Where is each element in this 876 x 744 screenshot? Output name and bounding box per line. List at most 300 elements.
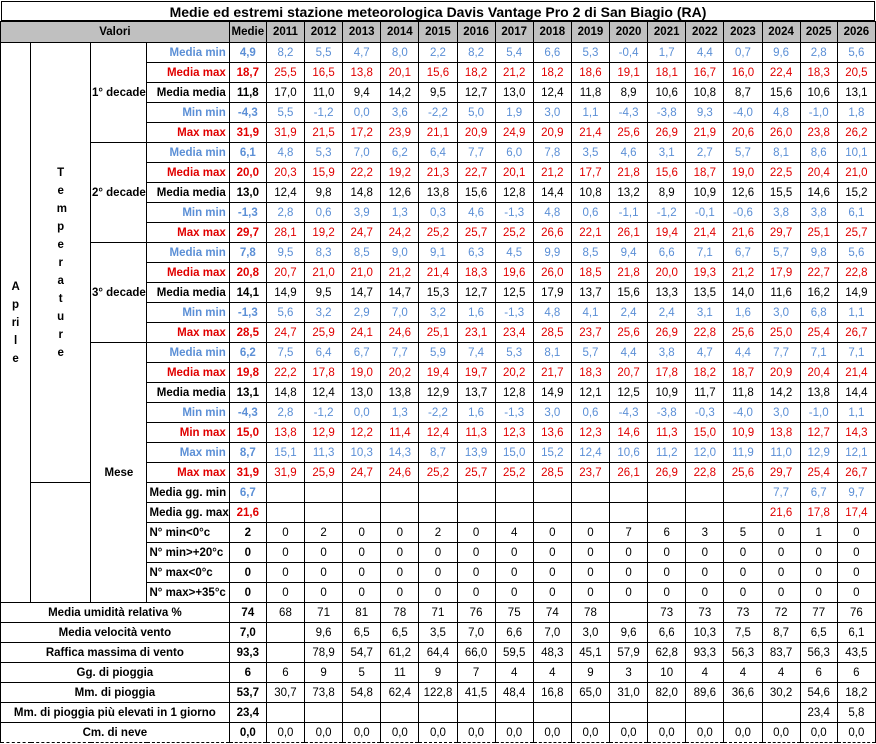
row-label: Media max bbox=[147, 163, 229, 183]
value-cell: 3 bbox=[610, 663, 648, 683]
value-cell: 8,7 bbox=[419, 443, 457, 463]
value-cell: 20,3 bbox=[266, 163, 304, 183]
row-label: Media gg. min bbox=[147, 483, 229, 503]
header-valori: Valori bbox=[1, 22, 230, 43]
row-label: Media max bbox=[147, 63, 229, 83]
row-label: Mm. di pioggia bbox=[1, 683, 230, 703]
value-cell: 21,2 bbox=[724, 263, 762, 283]
value-cell: 10,9 bbox=[724, 423, 762, 443]
value-cell: 12,9 bbox=[800, 443, 837, 463]
value-cell: 13,1 bbox=[837, 83, 875, 103]
value-cell: 8,7 bbox=[762, 623, 800, 643]
value-cell: 11,3 bbox=[305, 443, 343, 463]
row-label: Min min bbox=[147, 103, 229, 123]
value-cell: 1,6 bbox=[457, 403, 495, 423]
value-cell: 13,2 bbox=[610, 183, 648, 203]
value-cell: 7,5 bbox=[266, 343, 304, 363]
value-cell bbox=[381, 503, 419, 523]
value-cell: 13,8 bbox=[762, 423, 800, 443]
value-cell: 22,1 bbox=[571, 223, 609, 243]
value-cell: 6 bbox=[266, 663, 304, 683]
value-cell: 0 bbox=[343, 563, 381, 583]
medie-cell: -4,3 bbox=[229, 103, 266, 123]
value-cell: 30,7 bbox=[266, 683, 304, 703]
value-cell: 21,9 bbox=[686, 123, 724, 143]
value-cell: 9,5 bbox=[419, 83, 457, 103]
value-cell: 20,1 bbox=[495, 163, 533, 183]
value-cell: 12,1 bbox=[837, 443, 875, 463]
value-cell: 14,8 bbox=[266, 383, 304, 403]
value-cell: 24,7 bbox=[343, 463, 381, 483]
value-cell: 12,3 bbox=[571, 423, 609, 443]
table-row bbox=[1, 143, 876, 163]
value-cell: 21,8 bbox=[610, 163, 648, 183]
value-cell: 77 bbox=[800, 603, 837, 623]
value-cell: 11,2 bbox=[648, 443, 686, 463]
row-label: N° min<0°c bbox=[147, 523, 229, 543]
value-cell: 21,6 bbox=[724, 223, 762, 243]
value-cell: -0,3 bbox=[686, 403, 724, 423]
value-cell: 0 bbox=[762, 583, 800, 603]
value-cell: 3,5 bbox=[571, 143, 609, 163]
value-cell: 26,7 bbox=[837, 463, 875, 483]
value-cell: 3,8 bbox=[800, 203, 837, 223]
header-year: 2016 bbox=[457, 22, 495, 43]
value-cell bbox=[266, 643, 304, 663]
value-cell: -1,2 bbox=[648, 203, 686, 223]
value-cell: 4,8 bbox=[762, 103, 800, 123]
value-cell: 12,2 bbox=[343, 423, 381, 443]
value-cell: 6,7 bbox=[343, 343, 381, 363]
value-cell: 3,2 bbox=[419, 303, 457, 323]
value-cell: 11,8 bbox=[724, 383, 762, 403]
value-cell: 2 bbox=[305, 523, 343, 543]
value-cell: 4 bbox=[533, 663, 571, 683]
medie-cell: -1,3 bbox=[229, 303, 266, 323]
value-cell: 8,9 bbox=[648, 183, 686, 203]
value-cell: -2,2 bbox=[419, 103, 457, 123]
medie-cell: 18,7 bbox=[229, 63, 266, 83]
value-cell: 7,7 bbox=[762, 343, 800, 363]
value-cell: 59,5 bbox=[495, 643, 533, 663]
value-cell: 21,0 bbox=[305, 263, 343, 283]
value-cell: 7,1 bbox=[686, 243, 724, 263]
row-label: Media min bbox=[147, 43, 229, 63]
value-cell bbox=[610, 503, 648, 523]
value-cell bbox=[610, 483, 648, 503]
value-cell: 5,3 bbox=[305, 143, 343, 163]
value-cell: 13,8 bbox=[343, 63, 381, 83]
value-cell: 14,4 bbox=[837, 383, 875, 403]
value-cell: 26,6 bbox=[533, 223, 571, 243]
value-cell: -4,3 bbox=[610, 103, 648, 123]
value-cell: 0 bbox=[266, 523, 304, 543]
value-cell: 28,1 bbox=[266, 223, 304, 243]
row-label: Media min bbox=[147, 143, 229, 163]
value-cell bbox=[495, 483, 533, 503]
value-cell: 16,0 bbox=[724, 63, 762, 83]
value-cell: 0 bbox=[343, 543, 381, 563]
value-cell: 18,7 bbox=[724, 363, 762, 383]
value-cell: 18,1 bbox=[648, 63, 686, 83]
value-cell: 19,1 bbox=[610, 63, 648, 83]
value-cell: 12,4 bbox=[305, 383, 343, 403]
value-cell: 6,4 bbox=[419, 143, 457, 163]
value-cell: 78 bbox=[381, 603, 419, 623]
value-cell: 65,0 bbox=[571, 683, 609, 703]
value-cell: 4,6 bbox=[610, 143, 648, 163]
value-cell: 0,6 bbox=[571, 403, 609, 423]
value-cell: 11,3 bbox=[457, 423, 495, 443]
value-cell: 25,0 bbox=[762, 323, 800, 343]
row-label: Max max bbox=[147, 123, 229, 143]
value-cell: 73,8 bbox=[305, 683, 343, 703]
medie-cell: 6,1 bbox=[229, 143, 266, 163]
value-cell: 14,0 bbox=[724, 283, 762, 303]
value-cell: 17,8 bbox=[305, 363, 343, 383]
value-cell: 0 bbox=[571, 523, 609, 543]
value-cell: 6,6 bbox=[533, 43, 571, 63]
value-cell: 12,4 bbox=[266, 183, 304, 203]
value-cell: 3,1 bbox=[648, 143, 686, 163]
value-cell: 12,7 bbox=[457, 283, 495, 303]
value-cell: 76 bbox=[837, 603, 875, 623]
value-cell: 6 bbox=[800, 663, 837, 683]
value-cell: 9,6 bbox=[305, 623, 343, 643]
value-cell: 8,1 bbox=[762, 143, 800, 163]
value-cell: 72 bbox=[762, 603, 800, 623]
value-cell: 14,7 bbox=[343, 283, 381, 303]
value-cell: 1,9 bbox=[495, 103, 533, 123]
value-cell: 20,9 bbox=[533, 123, 571, 143]
value-cell: -2,2 bbox=[419, 403, 457, 423]
value-cell: 0 bbox=[762, 543, 800, 563]
medie-cell: 4,9 bbox=[229, 43, 266, 63]
value-cell: -1,2 bbox=[305, 403, 343, 423]
value-cell: -1,0 bbox=[800, 403, 837, 423]
value-cell: 0 bbox=[457, 563, 495, 583]
section-label: 3° decade bbox=[91, 243, 147, 343]
value-cell: 7,7 bbox=[457, 143, 495, 163]
value-cell: 4,4 bbox=[686, 43, 724, 63]
row-label: Media media bbox=[147, 183, 229, 203]
medie-cell: 8,7 bbox=[229, 443, 266, 463]
value-cell: 0 bbox=[610, 543, 648, 563]
value-cell: 0,0 bbox=[533, 723, 571, 743]
value-cell: -0,1 bbox=[686, 203, 724, 223]
value-cell: -3,8 bbox=[648, 103, 686, 123]
value-cell: 5,5 bbox=[266, 103, 304, 123]
value-cell: 10,3 bbox=[686, 623, 724, 643]
value-cell: 12,8 bbox=[495, 383, 533, 403]
header-year: 2013 bbox=[343, 22, 381, 43]
value-cell: 6,5 bbox=[343, 623, 381, 643]
value-cell: 0,0 bbox=[343, 403, 381, 423]
value-cell: 2,9 bbox=[343, 303, 381, 323]
value-cell: 25,6 bbox=[724, 323, 762, 343]
value-cell: 18,2 bbox=[686, 363, 724, 383]
value-cell: 54,6 bbox=[800, 683, 837, 703]
value-cell: 13,5 bbox=[686, 283, 724, 303]
value-cell: 71 bbox=[419, 603, 457, 623]
value-cell: 0 bbox=[686, 563, 724, 583]
value-cell: 26,9 bbox=[648, 123, 686, 143]
value-cell: 3,8 bbox=[648, 343, 686, 363]
value-cell: 12,4 bbox=[533, 83, 571, 103]
value-cell: 12,6 bbox=[724, 183, 762, 203]
value-cell: 18,3 bbox=[457, 263, 495, 283]
value-cell: 25,1 bbox=[419, 323, 457, 343]
row-label: Min min bbox=[147, 403, 229, 423]
value-cell: -0,4 bbox=[610, 43, 648, 63]
medie-cell: -1,3 bbox=[229, 203, 266, 223]
value-cell bbox=[533, 703, 571, 723]
value-cell: 0,0 bbox=[724, 723, 762, 743]
value-cell: 19,2 bbox=[381, 163, 419, 183]
value-cell: 7,0 bbox=[343, 143, 381, 163]
value-cell: 18,2 bbox=[837, 683, 875, 703]
table-row bbox=[1, 703, 876, 723]
value-cell: 17,4 bbox=[837, 503, 875, 523]
header-year: 2022 bbox=[686, 22, 724, 43]
value-cell: 5,8 bbox=[837, 703, 875, 723]
value-cell: 0 bbox=[305, 543, 343, 563]
value-cell: 6,5 bbox=[381, 623, 419, 643]
value-cell: 20,2 bbox=[381, 363, 419, 383]
table-row bbox=[1, 343, 876, 363]
row-label: Mm. di pioggia più elevati in 1 giorno bbox=[1, 703, 230, 723]
value-cell: 21,4 bbox=[686, 223, 724, 243]
value-cell bbox=[457, 703, 495, 723]
value-cell: 25,7 bbox=[457, 463, 495, 483]
value-cell: 36,6 bbox=[724, 683, 762, 703]
medie-cell: 20,8 bbox=[229, 263, 266, 283]
medie-cell: 11,8 bbox=[229, 83, 266, 103]
value-cell: 21,8 bbox=[610, 263, 648, 283]
value-cell: 9,4 bbox=[610, 243, 648, 263]
value-cell: 10,9 bbox=[686, 183, 724, 203]
value-cell: 22,7 bbox=[457, 163, 495, 183]
value-cell: 5,6 bbox=[837, 43, 875, 63]
value-cell: 6,2 bbox=[381, 143, 419, 163]
value-cell: 5 bbox=[343, 663, 381, 683]
value-cell: 8,2 bbox=[457, 43, 495, 63]
weather-table bbox=[0, 21, 876, 743]
value-cell: 0,0 bbox=[800, 723, 837, 743]
value-cell bbox=[610, 603, 648, 623]
value-cell: 25,2 bbox=[419, 463, 457, 483]
group-label-text: Temperature bbox=[56, 166, 67, 359]
value-cell: 26,1 bbox=[610, 223, 648, 243]
value-cell: 4 bbox=[686, 663, 724, 683]
value-cell: 0,0 bbox=[419, 723, 457, 743]
medie-cell: 0 bbox=[229, 583, 266, 603]
header-year: 2023 bbox=[724, 22, 762, 43]
value-cell: 0 bbox=[762, 523, 800, 543]
value-cell: 62,8 bbox=[648, 643, 686, 663]
row-label: Media media bbox=[147, 383, 229, 403]
value-cell: 15,6 bbox=[648, 163, 686, 183]
value-cell bbox=[381, 703, 419, 723]
value-cell bbox=[495, 703, 533, 723]
value-cell: 20,9 bbox=[457, 123, 495, 143]
value-cell: 20,1 bbox=[381, 63, 419, 83]
value-cell: 23,4 bbox=[800, 703, 837, 723]
value-cell: -4,0 bbox=[724, 403, 762, 423]
value-cell: 2,8 bbox=[266, 403, 304, 423]
row-label: Media media bbox=[147, 83, 229, 103]
value-cell: 3,5 bbox=[419, 623, 457, 643]
value-cell: 4 bbox=[495, 663, 533, 683]
row-label: N° min>+20°c bbox=[147, 543, 229, 563]
medie-cell: 7,8 bbox=[229, 243, 266, 263]
value-cell: 7,0 bbox=[457, 623, 495, 643]
header-year: 2024 bbox=[762, 22, 800, 43]
value-cell: 0 bbox=[686, 583, 724, 603]
value-cell: 26,9 bbox=[648, 463, 686, 483]
value-cell: 20,4 bbox=[800, 163, 837, 183]
value-cell: 29,7 bbox=[762, 223, 800, 243]
value-cell: 6 bbox=[837, 663, 875, 683]
value-cell: 16,5 bbox=[305, 63, 343, 83]
value-cell: 8,7 bbox=[724, 83, 762, 103]
value-cell bbox=[533, 503, 571, 523]
value-cell bbox=[419, 483, 457, 503]
value-cell: 0 bbox=[457, 543, 495, 563]
value-cell: 21,4 bbox=[837, 363, 875, 383]
value-cell bbox=[571, 483, 609, 503]
row-label: Raffica massima di vento bbox=[1, 643, 230, 663]
value-cell: 13,8 bbox=[800, 383, 837, 403]
value-cell: 11,6 bbox=[762, 283, 800, 303]
value-cell: 15,6 bbox=[419, 63, 457, 83]
medie-cell: 13,1 bbox=[229, 383, 266, 403]
value-cell: 8,5 bbox=[571, 243, 609, 263]
value-cell bbox=[343, 503, 381, 523]
value-cell: 25,6 bbox=[610, 323, 648, 343]
value-cell: 9,0 bbox=[381, 243, 419, 263]
value-cell: 0 bbox=[495, 583, 533, 603]
section-label: Mese bbox=[91, 343, 147, 603]
value-cell: 5,3 bbox=[495, 343, 533, 363]
value-cell: 5,7 bbox=[762, 243, 800, 263]
header-year: 2017 bbox=[495, 22, 533, 43]
value-cell: 0 bbox=[266, 583, 304, 603]
value-cell bbox=[266, 623, 304, 643]
value-cell: 30,2 bbox=[762, 683, 800, 703]
medie-cell: 6,2 bbox=[229, 343, 266, 363]
value-cell: 21,7 bbox=[533, 363, 571, 383]
value-cell: 2,8 bbox=[800, 43, 837, 63]
value-cell: 25,9 bbox=[305, 323, 343, 343]
value-cell: 21,4 bbox=[419, 263, 457, 283]
value-cell: 18,3 bbox=[571, 363, 609, 383]
section-label: 2° decade bbox=[91, 143, 147, 243]
value-cell: 15,0 bbox=[495, 443, 533, 463]
header-year: 2025 bbox=[800, 22, 837, 43]
value-cell: 25,2 bbox=[495, 463, 533, 483]
row-label: Min min bbox=[147, 303, 229, 323]
value-cell: 5,5 bbox=[305, 43, 343, 63]
value-cell: 8,2 bbox=[266, 43, 304, 63]
header-year: 2011 bbox=[266, 22, 304, 43]
value-cell: 6,7 bbox=[800, 483, 837, 503]
value-cell: 12,9 bbox=[419, 383, 457, 403]
row-label: Cm. di neve bbox=[1, 723, 230, 743]
value-cell: 16,7 bbox=[686, 63, 724, 83]
value-cell: 9,5 bbox=[305, 283, 343, 303]
value-cell: 0 bbox=[571, 563, 609, 583]
value-cell: 4 bbox=[724, 663, 762, 683]
medie-cell: 6 bbox=[229, 663, 266, 683]
value-cell: -1,2 bbox=[305, 103, 343, 123]
row-label: N° max<0°c bbox=[147, 563, 229, 583]
value-cell: 0,0 bbox=[495, 723, 533, 743]
row-label: Media velocità vento bbox=[1, 623, 230, 643]
value-cell: 0 bbox=[571, 543, 609, 563]
value-cell: 19,6 bbox=[495, 263, 533, 283]
value-cell: 28,5 bbox=[533, 323, 571, 343]
value-cell: 9,8 bbox=[305, 183, 343, 203]
value-cell: 76 bbox=[457, 603, 495, 623]
value-cell bbox=[571, 703, 609, 723]
medie-cell: 29,7 bbox=[229, 223, 266, 243]
medie-cell: 19,8 bbox=[229, 363, 266, 383]
value-cell: 20,0 bbox=[648, 263, 686, 283]
row-label: Max min bbox=[147, 443, 229, 463]
header-year: 2021 bbox=[648, 22, 686, 43]
value-cell: 10,1 bbox=[837, 143, 875, 163]
value-cell: 21,1 bbox=[419, 123, 457, 143]
value-cell bbox=[305, 503, 343, 523]
value-cell: 14,9 bbox=[533, 383, 571, 403]
value-cell: 17,9 bbox=[762, 263, 800, 283]
table-row bbox=[1, 623, 876, 643]
value-cell: 25,6 bbox=[610, 123, 648, 143]
value-cell: 26,9 bbox=[648, 323, 686, 343]
value-cell: 12,3 bbox=[495, 423, 533, 443]
value-cell: 1,8 bbox=[837, 103, 875, 123]
value-cell: 8,1 bbox=[533, 343, 571, 363]
value-cell: 23,8 bbox=[800, 123, 837, 143]
value-cell: 20,6 bbox=[724, 123, 762, 143]
value-cell: 9,5 bbox=[266, 243, 304, 263]
header-medie: Medie bbox=[229, 22, 266, 43]
value-cell: 20,7 bbox=[610, 363, 648, 383]
value-cell: 8,9 bbox=[610, 83, 648, 103]
value-cell: 15,6 bbox=[457, 183, 495, 203]
value-cell: 9,8 bbox=[800, 243, 837, 263]
value-cell: 13,7 bbox=[457, 383, 495, 403]
value-cell: 0 bbox=[724, 583, 762, 603]
value-cell: 22,7 bbox=[800, 263, 837, 283]
value-cell: 19,4 bbox=[419, 363, 457, 383]
value-cell: 18,2 bbox=[533, 63, 571, 83]
value-cell: 56,3 bbox=[800, 643, 837, 663]
value-cell: 14,9 bbox=[266, 283, 304, 303]
value-cell: 10,6 bbox=[648, 83, 686, 103]
value-cell: 15,1 bbox=[266, 443, 304, 463]
value-cell bbox=[266, 483, 304, 503]
value-cell: 17,8 bbox=[800, 503, 837, 523]
value-cell bbox=[457, 503, 495, 523]
value-cell: 14,7 bbox=[381, 283, 419, 303]
value-cell: 11,9 bbox=[724, 443, 762, 463]
table-row bbox=[1, 723, 876, 743]
value-cell: 0 bbox=[419, 543, 457, 563]
value-cell: 5,3 bbox=[571, 43, 609, 63]
value-cell: 73 bbox=[724, 603, 762, 623]
